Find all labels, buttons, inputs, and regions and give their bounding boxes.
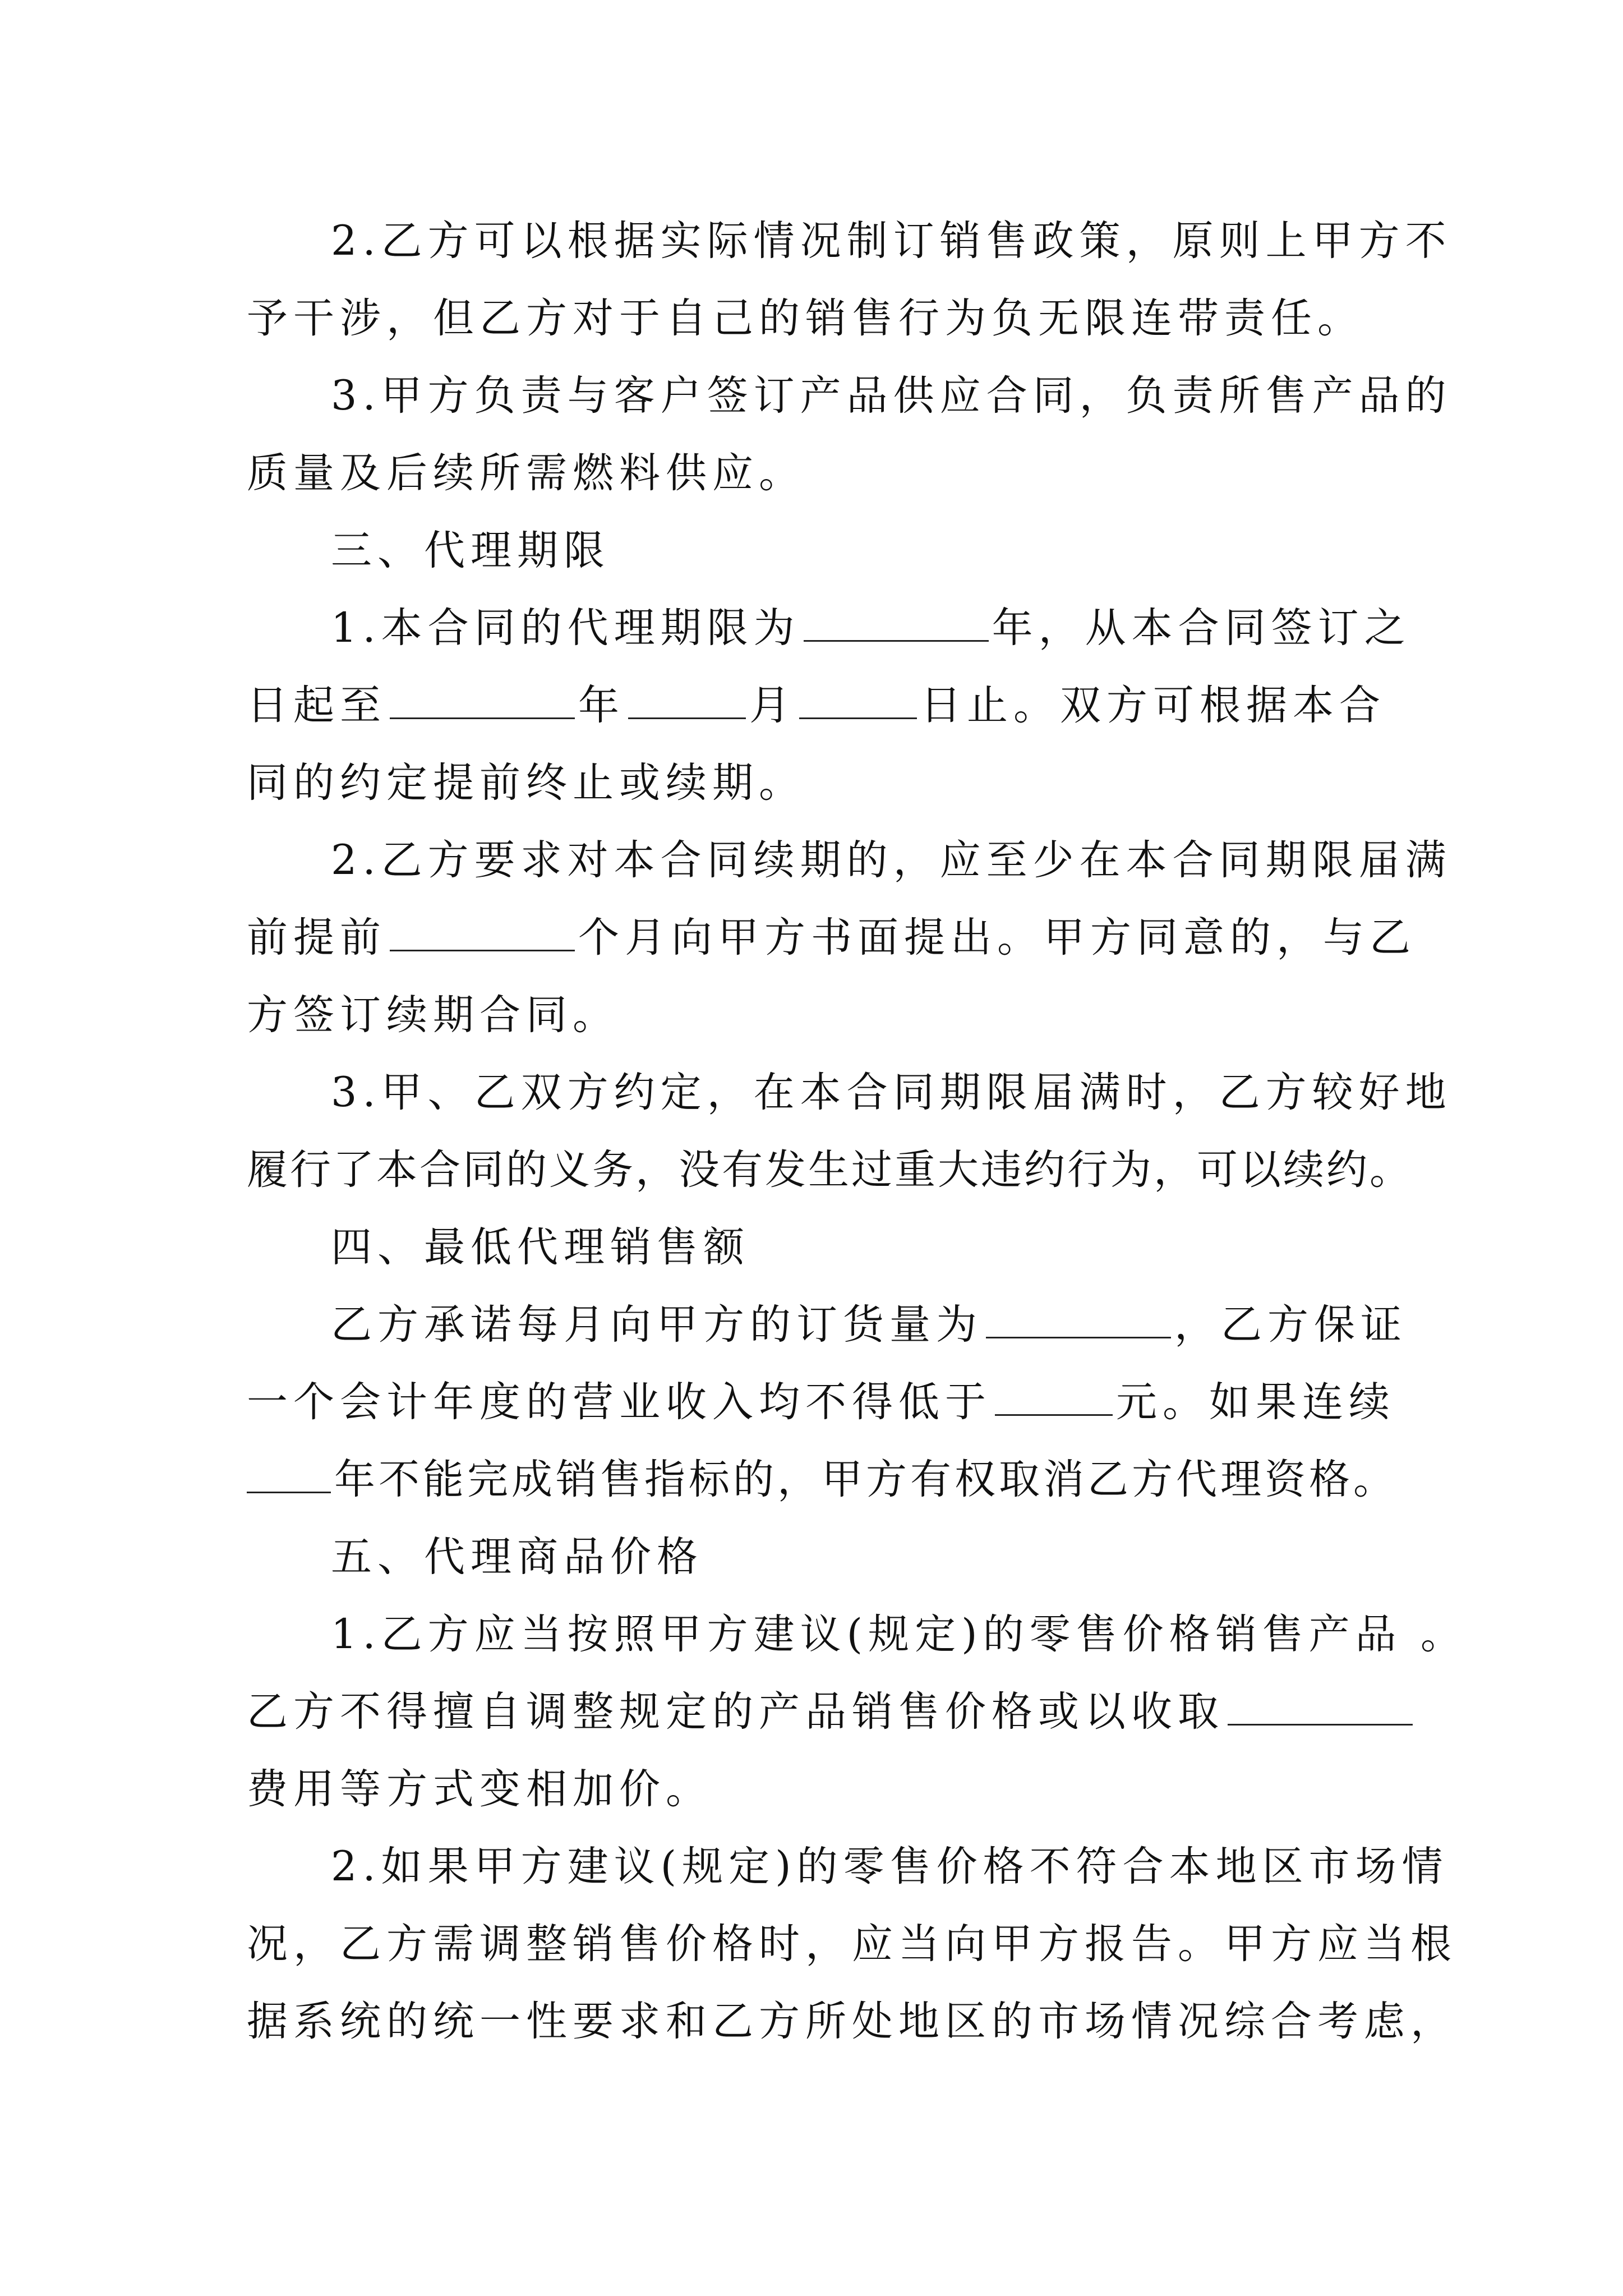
text: 五、代理商品价格 xyxy=(331,1533,703,1581)
text: ，乙方保证 xyxy=(1174,1301,1407,1349)
price-para-1-line-3 xyxy=(247,1761,712,1818)
price-para-2-line-2 xyxy=(247,1916,1457,1972)
min-sales-line-3 xyxy=(247,1452,1398,1508)
term-para-2-line-1 xyxy=(331,832,1452,889)
text: 1.本合同的代理期限为 xyxy=(331,604,800,652)
blank-notice-months[interactable] xyxy=(390,916,575,951)
section-heading-product-price xyxy=(331,1529,703,1585)
text: 2.乙方要求对本合同续期的，应至少在本合同期限届满 xyxy=(331,836,1452,884)
text: 前提前 xyxy=(247,914,386,961)
text: 乙方承诺每月向甲方的订货量为 xyxy=(331,1301,983,1349)
text: 1.乙方应当按照甲方建议(规定)的零售价格销售产品 。 xyxy=(331,1611,1467,1658)
section-heading-minimum-sales xyxy=(331,1220,750,1276)
text: 日起至 xyxy=(247,682,386,729)
text: 乙方不得擅自调整规定的产品销售价格或以收取 xyxy=(247,1688,1224,1736)
text: 年，从本合同签订之 xyxy=(992,604,1411,652)
price-para-1-line-2 xyxy=(247,1684,1416,1740)
price-para-1-line-1 xyxy=(331,1607,1467,1663)
para-2-sales-policy-line-1 xyxy=(331,213,1452,269)
text: 履行了本合同的义务，没有发生过重大违约行为，可以续约。 xyxy=(247,1146,1413,1194)
text: 费用等方式变相加价。 xyxy=(247,1765,712,1813)
term-para-1-line-1 xyxy=(331,600,1411,656)
section-heading-agency-term xyxy=(331,523,610,579)
para-3-supply-line-2 xyxy=(247,445,805,501)
term-para-1-line-3 xyxy=(247,755,805,811)
para-2-sales-policy-line-2 xyxy=(247,291,1364,347)
term-para-1-line-2 xyxy=(247,678,1386,734)
term-para-3-line-2 xyxy=(247,1142,1413,1198)
text: 个月向甲方书面提出。甲方同意的，与乙 xyxy=(578,914,1416,961)
text: 四、最低代理销售额 xyxy=(331,1223,750,1271)
text: 2.乙方可以根据实际情况制订销售政策，原则上甲方不 xyxy=(331,217,1452,265)
blank-fee-name[interactable] xyxy=(1228,1690,1413,1726)
term-para-2-line-2 xyxy=(247,910,1416,966)
price-para-2-line-3 xyxy=(247,1994,1457,2050)
text: 三、代理期限 xyxy=(331,527,610,574)
text: 2.如果甲方建议(规定)的零售价格不符合本地区市场情 xyxy=(331,1843,1449,1890)
text: 日止。双方可根据本合 xyxy=(920,682,1386,729)
blank-minimum-revenue[interactable] xyxy=(995,1381,1113,1416)
min-sales-line-2 xyxy=(247,1374,1395,1430)
text: 一个会计年度的营业收入均不得低于 xyxy=(247,1378,992,1426)
text: 据系统的统一性要求和乙方所处地区的市场情况综合考虑， xyxy=(247,1998,1457,2045)
blank-end-month[interactable] xyxy=(628,684,746,719)
text: 元。如果连续 xyxy=(1116,1378,1395,1426)
blank-term-years[interactable] xyxy=(804,606,989,642)
blank-consecutive-years[interactable] xyxy=(247,1458,331,1493)
term-para-2-line-3 xyxy=(247,987,619,1043)
text: 予干涉，但乙方对于自己的销售行为负无限连带责任。 xyxy=(247,295,1364,342)
text: 方签订续期合同。 xyxy=(247,991,619,1039)
text: 况，乙方需调整销售价格时，应当向甲方报告。甲方应当根 xyxy=(247,1920,1457,1968)
text: 年 xyxy=(578,682,625,729)
text: 月 xyxy=(749,682,796,729)
min-sales-line-1 xyxy=(331,1297,1407,1353)
text: 同的约定提前终止或续期。 xyxy=(247,759,805,807)
blank-monthly-order-volume[interactable] xyxy=(986,1303,1171,1338)
para-3-supply-line-1 xyxy=(331,368,1452,424)
text: 质量及后续所需燃料供应。 xyxy=(247,449,805,497)
price-para-2-line-1 xyxy=(331,1839,1449,1895)
text: 3.甲、乙双方约定，在本合同期限届满时，乙方较好地 xyxy=(331,1069,1452,1116)
term-para-3-line-1 xyxy=(331,1065,1452,1121)
blank-end-year[interactable] xyxy=(390,684,575,719)
text: 年不能完成销售指标的，甲方有权取消乙方代理资格。 xyxy=(334,1456,1398,1503)
text: 3.甲方负责与客户签订产品供应合同，负责所售产品的 xyxy=(331,372,1452,420)
blank-end-day[interactable] xyxy=(799,684,917,719)
